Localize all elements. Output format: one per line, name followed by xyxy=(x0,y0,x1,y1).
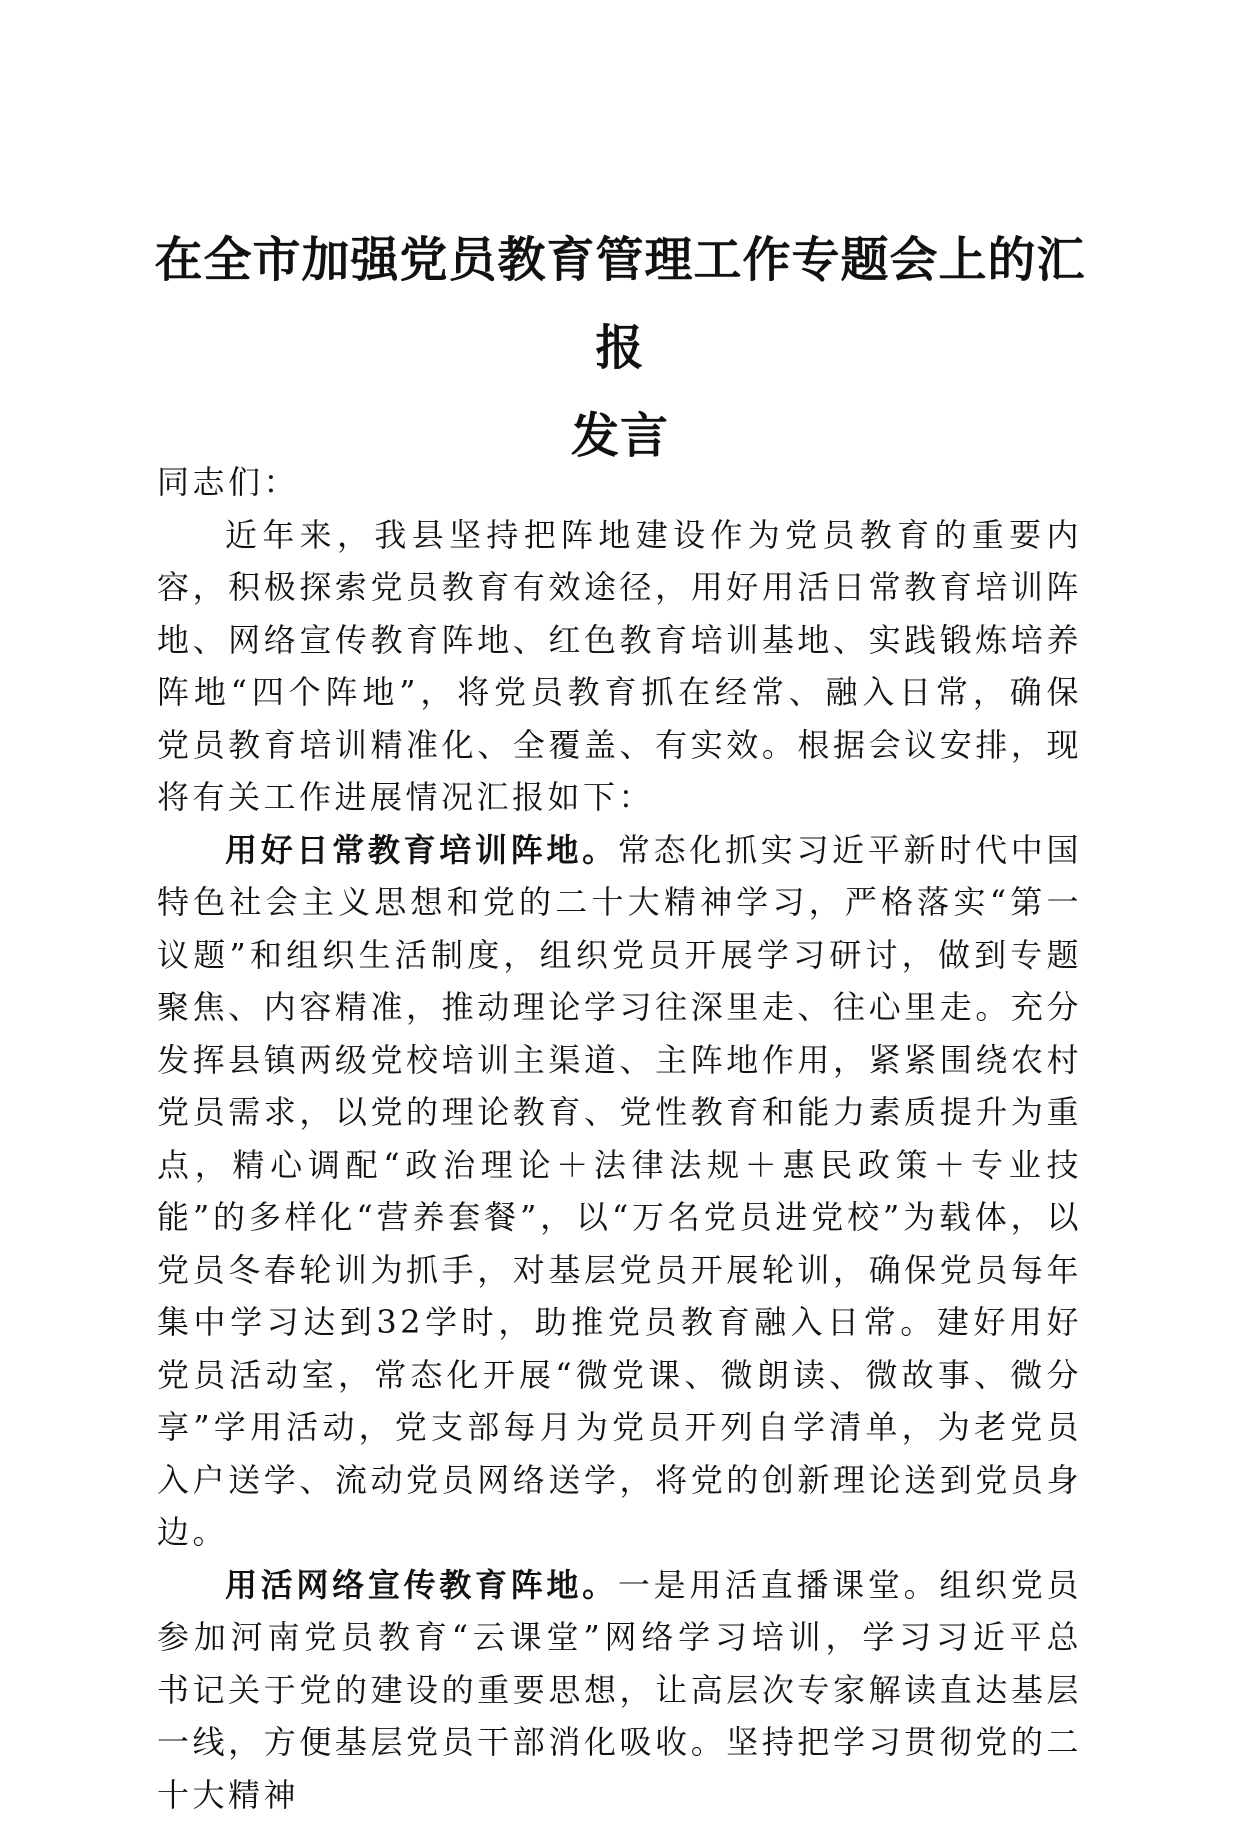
paragraph-text: 常态化抓实习近平新时代中国特色社会主义思想和党的二十大精神学习，严格落实“第一议题”和组织生活制度，组织党员开展学习研讨，做到专题聚焦、内容精准，推动理论学习往深里走、往心里走。充分发挥县镇两级党校培训主渠道、主阵地作用，紧紧围绕农村党员需求，以党的理论教育、党性教育和能力素质提升为重点，精心调配“政治理论＋法律法规＋惠民政策＋专业技能”的多样化“营养套餐”，以“万名党员进党校”为载体，以党员冬春轮训为抓手，对基层党员开展轮训，确保党员每年集中学习达到32学时，助推党员教育融入日常。建好用好党员活动室，常态化开展“微党课、微朗读、微故事、微分享”学用活动，党支部每月为党员开列自学清单，为老党员入户送学、流动党员网络送学，将党的创新理论送到党员身边。 xyxy=(157,831,1082,1552)
title-line-2: 发言 xyxy=(150,392,1090,480)
document-title xyxy=(150,216,1090,480)
paragraph-text: 一是用活直播课堂。组织党员参加河南党员教育“云课堂”网络学习培训，学习习近平总书记关于党的建设的重要思想，让高层次专家解读直达基层一线，方便基层党员干部消化吸收。坚持把学习贯彻党的二十大精神 xyxy=(157,1566,1082,1814)
paragraph-daily-training xyxy=(157,824,1082,1559)
title-line-1: 在全市加强党员教育管理工作专题会上的汇报 xyxy=(150,216,1090,392)
document-body xyxy=(157,456,1082,1821)
paragraph-text: 近年来，我县坚持把阵地建设作为党员教育的重要内容，积极探索党员教育有效途径，用好用活日常教育培训阵地、网络宣传教育阵地、红色教育培训基地、实践锻炼培养阵地“四个阵地”，将党员教育抓在经常、融入日常，确保党员教育培训精准化、全覆盖、有实效。根据会议安排，现将有关工作进展情况汇报如下： xyxy=(157,516,1082,817)
salutation: 同志们： xyxy=(157,456,1082,509)
paragraph-lead: 用活网络宣传教育阵地。 xyxy=(225,1566,618,1604)
paragraph-intro xyxy=(157,509,1082,824)
paragraph-online-education xyxy=(157,1559,1082,1821)
paragraph-lead: 用好日常教育培训阵地。 xyxy=(225,831,618,869)
